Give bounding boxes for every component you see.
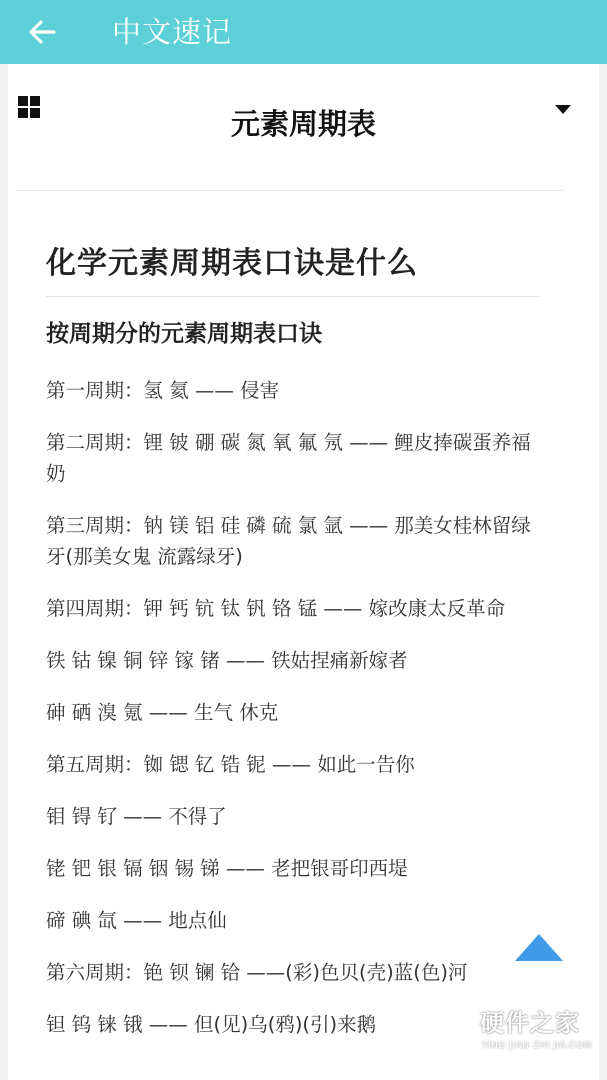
paragraph: 第四周期：钾 钙 钪 钛 钒 铬 锰 —— 嫁改康太反革命	[46, 597, 506, 620]
caret-down-icon[interactable]	[553, 102, 573, 118]
paragraph: 砷 硒 溴 氪 —— 生气 休克	[46, 701, 279, 724]
article	[46, 242, 546, 1040]
article-subheading: 按周期分的元素周期表口诀	[46, 321, 322, 347]
paragraph: 第三周期：钠 镁 铝 硅 磷 硫 氯 氩 —— 那美女桂林留绿牙(那美女鬼 流露绿牙)	[46, 514, 531, 568]
hexagon-logo-icon	[436, 1010, 476, 1054]
page-title: 元素周期表	[230, 107, 376, 141]
app-bar	[0, 0, 607, 64]
content-card	[8, 64, 599, 1080]
back-button[interactable]	[22, 12, 62, 52]
paragraph: 第二周期：锂 铍 硼 碳 氮 氧 氟 氖 —— 鲤皮捧碳蛋养福奶	[46, 431, 531, 485]
paragraph: 钽 钨 铼 锇 —— 但(见)乌(鸦)(引)来鹅	[46, 1013, 377, 1036]
paragraph: 第一周期：氢 氦 —— 侵害	[46, 379, 280, 402]
paragraph: 碲 碘 氙 —— 地点仙	[46, 909, 227, 932]
article-heading: 化学元素周期表口诀是什么	[46, 246, 418, 281]
scroll-to-top-button[interactable]	[515, 934, 563, 962]
paragraph: 第六周期：铯 钡 镧 铪 ——(彩)色贝(壳)蓝(色)河	[46, 961, 468, 984]
app-title: 中文速记	[112, 15, 233, 49]
paragraph: 铁 钴 镍 铜 锌 镓 锗 —— 铁姑捏痛新嫁者	[46, 649, 408, 672]
paragraph: 钼 锝 钌 —— 不得了	[46, 805, 227, 828]
watermark-subtext: YING JIAN ZHI JIA.COM	[482, 1041, 593, 1051]
arrow-left-icon	[28, 18, 56, 46]
divider	[16, 190, 564, 191]
paragraph: 第五周期：铷 锶 钇 锆 铌 —— 如此一告你	[46, 753, 415, 776]
paragraph: 铑 钯 银 镉 铟 锡 锑 —— 老把银哥印西堤	[46, 857, 408, 880]
heading-divider	[46, 296, 540, 297]
watermark-text: 硬件之家	[480, 1009, 580, 1037]
watermark	[436, 1004, 602, 1074]
